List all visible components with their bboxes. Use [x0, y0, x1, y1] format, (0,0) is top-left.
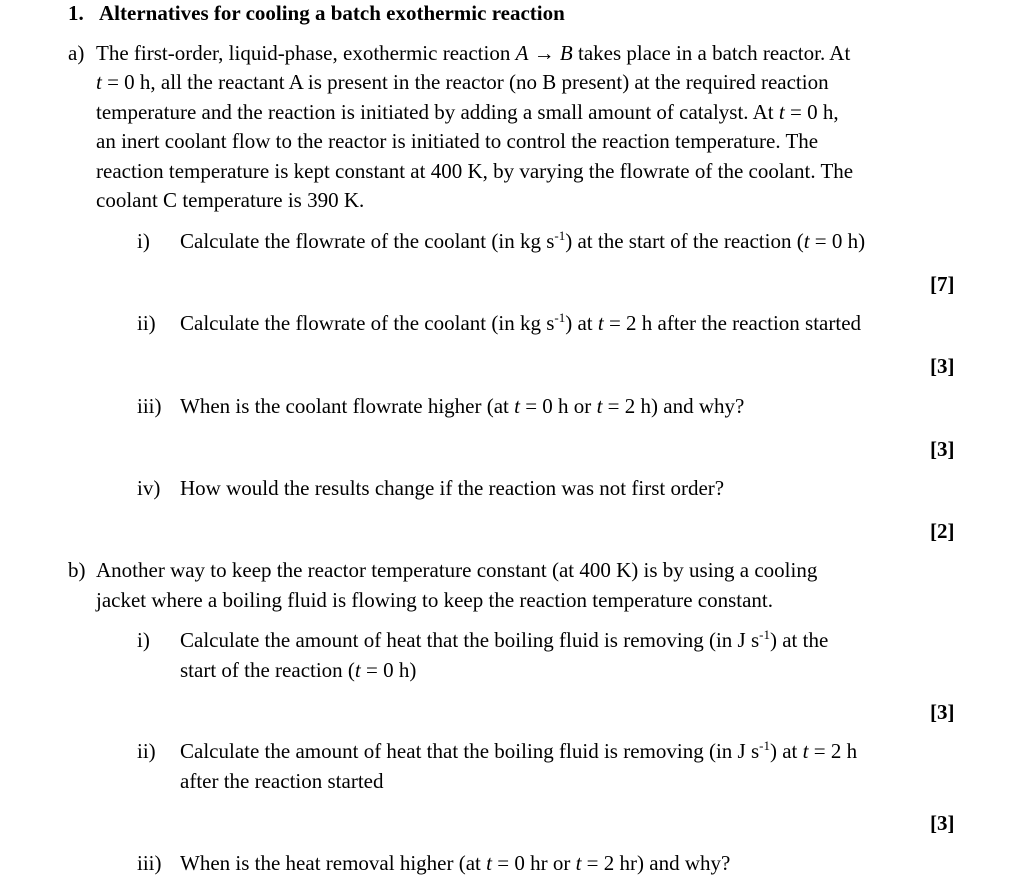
marks: [2]	[930, 519, 955, 543]
marks: [3]	[930, 811, 955, 835]
question-title-text: Alternatives for cooling a batch exothermic reaction	[99, 1, 565, 25]
part-a-line: reaction temperature is kept constant at 400 K, by varying the flowrate of the coolant. The	[96, 159, 854, 183]
item-label: iv)	[137, 476, 161, 500]
marks: [3]	[930, 354, 955, 378]
marks: [3]	[930, 437, 955, 461]
question-title	[68, 0, 565, 29]
item-text: When is the coolant flowrate higher (at t = 0 h or t = 2 h) and why?	[180, 394, 745, 418]
part-a-line: temperature and the reaction is initiated by adding a small amount of catalyst. At t = 0 h,	[96, 100, 839, 124]
part-a-line: an inert coolant flow to the reactor is initiated to control the reaction temperature. The	[96, 129, 819, 153]
item-text-line1: Calculate the amount of heat that the boiling fluid is removing (in J $s^{-1}$) at the	[180, 627, 829, 652]
marks: [7]	[930, 272, 955, 296]
part-b-line: jacket where a boiling fluid is flowing to keep the reaction temperature constant.	[96, 588, 774, 612]
item-label: ii)	[137, 739, 156, 763]
question-number: 1.	[68, 1, 84, 25]
item-label: ii)	[137, 311, 156, 335]
part-b-line: Another way to keep the reactor temperature constant (at 400 K) is by using a cooling	[96, 558, 818, 582]
item-label: i)	[137, 229, 150, 253]
item-text-line1: Calculate the amount of heat that the boiling fluid is removing (in J $s^{-1}$) at t = 2 h	[180, 738, 858, 763]
item-label: iii)	[137, 394, 162, 418]
item-text: Calculate the flowrate of the coolant (in kg $s^{-1}$) at t = 2 h after the reaction started	[180, 310, 862, 335]
item-text-line2: after the reaction started	[180, 769, 384, 793]
marks: [3]	[930, 700, 955, 724]
item-label: i)	[137, 628, 150, 652]
part-b-label: b)	[68, 558, 86, 582]
part-a-line: coolant C temperature is 390 K.	[96, 188, 365, 212]
part-a-line: t = 0 h, all the reactant A is present in the reactor (no B present) at the required reaction	[96, 70, 829, 94]
part-a-label: a)	[68, 41, 85, 65]
part-a-line: The first-order, liquid-phase, exothermic reaction A → B takes place in a batch reactor. At	[96, 41, 851, 65]
item-text: When is the heat removal higher (at t = 0 hr or t = 2 hr) and why?	[180, 851, 731, 875]
item-text: How would the results change if the reaction was not first order?	[180, 476, 725, 500]
item-text-line2: start of the reaction (t = 0 h)	[180, 658, 417, 682]
item-label: iii)	[137, 851, 162, 875]
item-text: Calculate the flowrate of the coolant (in kg $s^{-1}$) at the start of the reaction (t = 0 h)	[180, 228, 866, 253]
